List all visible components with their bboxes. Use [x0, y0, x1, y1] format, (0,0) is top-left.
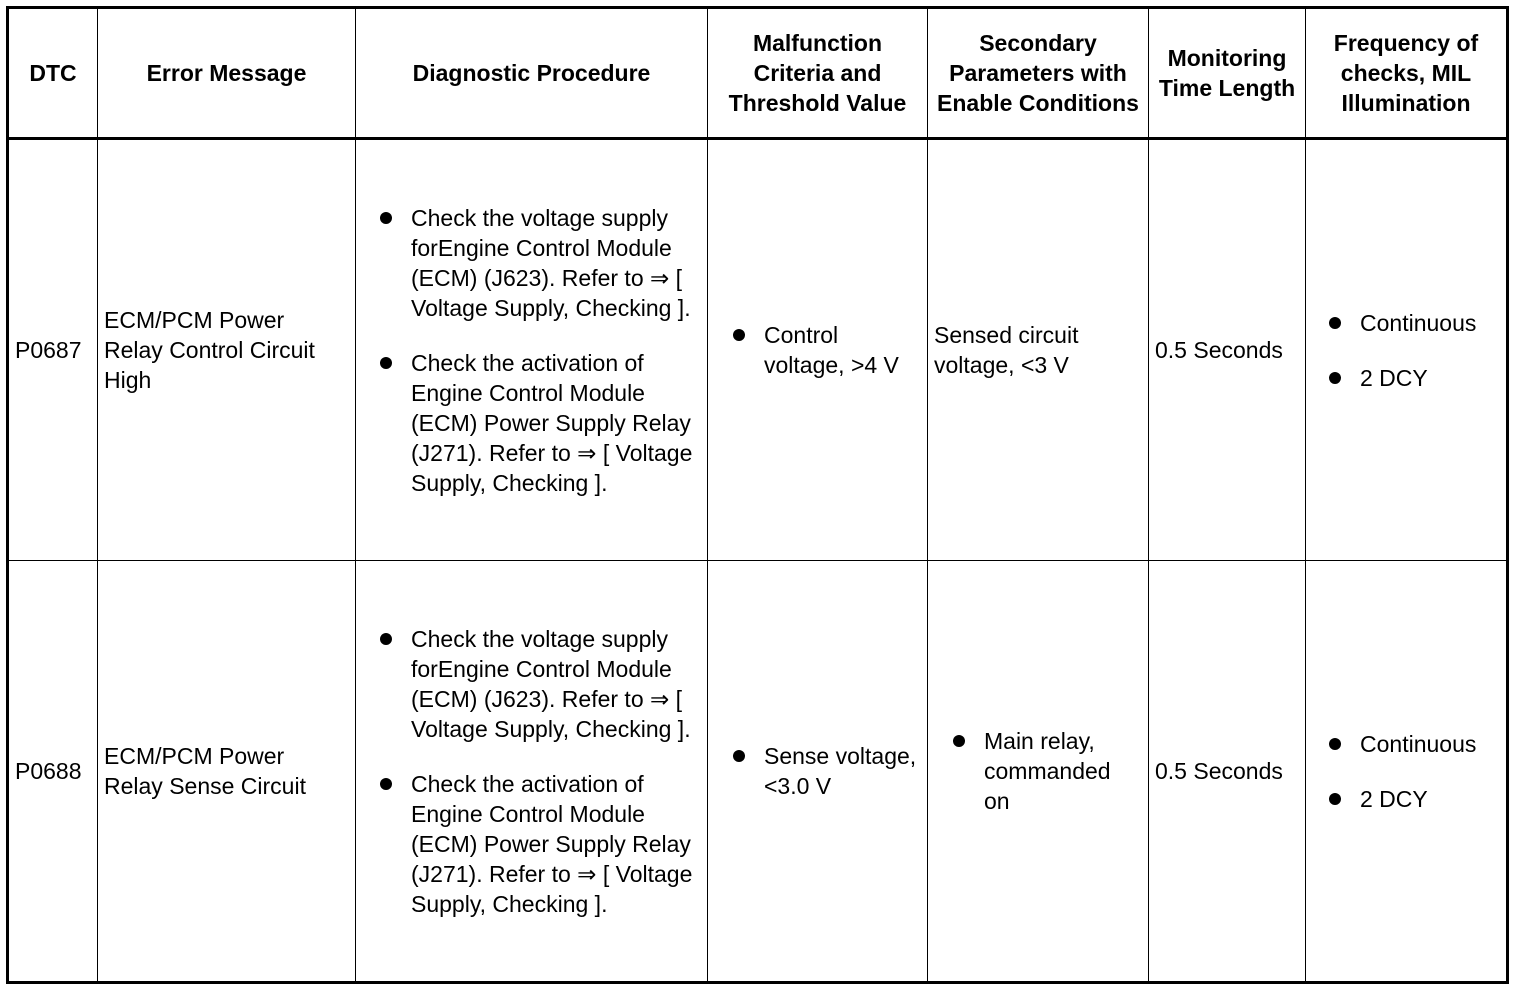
secondary-list [934, 726, 1142, 816]
diagnostic-procedure [356, 139, 708, 561]
header-error-message: Error Message [98, 8, 356, 139]
procedure-list [360, 203, 701, 498]
procedure-step: Check the voltage supply forEngine Control Module (ECM) (J623). Refer to ⇒ [ Voltage Supply, Checking ]. [360, 624, 701, 744]
secondary-item: Main relay, commanded on [934, 726, 1142, 816]
dtc-code: P0688 [8, 561, 98, 983]
header-row [8, 8, 1508, 139]
secondary-parameters [928, 561, 1149, 983]
diagnostic-procedure [356, 561, 708, 983]
malfunction-item: Sense voltage, <3.0 V [714, 741, 921, 801]
frequency-item: Continuous [1312, 729, 1500, 759]
error-message: ECM/PCM Power Relay Control Circuit High [98, 139, 356, 561]
frequency [1306, 561, 1508, 983]
header-secondary-parameters: Secondary Parameters with Enable Conditions [928, 8, 1149, 139]
header-monitoring-time: Monitoring Time Length [1149, 8, 1306, 139]
procedure-list [360, 624, 701, 919]
header-frequency: Frequency of checks, MIL Illumination [1306, 8, 1508, 139]
header-dtc: DTC [8, 8, 98, 139]
frequency-item: 2 DCY [1312, 784, 1500, 814]
header-diagnostic-procedure: Diagnostic Procedure [356, 8, 708, 139]
malfunction-item: Control voltage, >4 V [714, 320, 921, 380]
frequency-item: Continuous [1312, 308, 1500, 338]
frequency [1306, 139, 1508, 561]
table-row [8, 561, 1508, 983]
frequency-list [1312, 729, 1500, 814]
malfunction-list [714, 741, 921, 801]
procedure-step: Check the voltage supply forEngine Control Module (ECM) (J623). Refer to ⇒ [ Voltage Supply, Checking ]. [360, 203, 701, 323]
header-malfunction-criteria: Malfunction Criteria and Threshold Value [708, 8, 928, 139]
frequency-list [1312, 308, 1500, 393]
secondary-parameters: Sensed circuit voltage, <3 V [928, 139, 1149, 561]
table-row [8, 139, 1508, 561]
malfunction-criteria [708, 139, 928, 561]
error-message: ECM/PCM Power Relay Sense Circuit [98, 561, 356, 983]
monitoring-time: 0.5 Seconds [1149, 139, 1306, 561]
frequency-item: 2 DCY [1312, 363, 1500, 393]
malfunction-criteria [708, 561, 928, 983]
monitoring-time: 0.5 Seconds [1149, 561, 1306, 983]
procedure-step: Check the activation of Engine Control Module (ECM) Power Supply Relay (J271). Refer to ⇒ [ Voltage Supply, Checking ]. [360, 769, 701, 919]
procedure-step: Check the activation of Engine Control Module (ECM) Power Supply Relay (J271). Refer to ⇒ [ Voltage Supply, Checking ]. [360, 348, 701, 498]
dtc-code: P0687 [8, 139, 98, 561]
dtc-table [6, 6, 1509, 984]
malfunction-list [714, 320, 921, 380]
